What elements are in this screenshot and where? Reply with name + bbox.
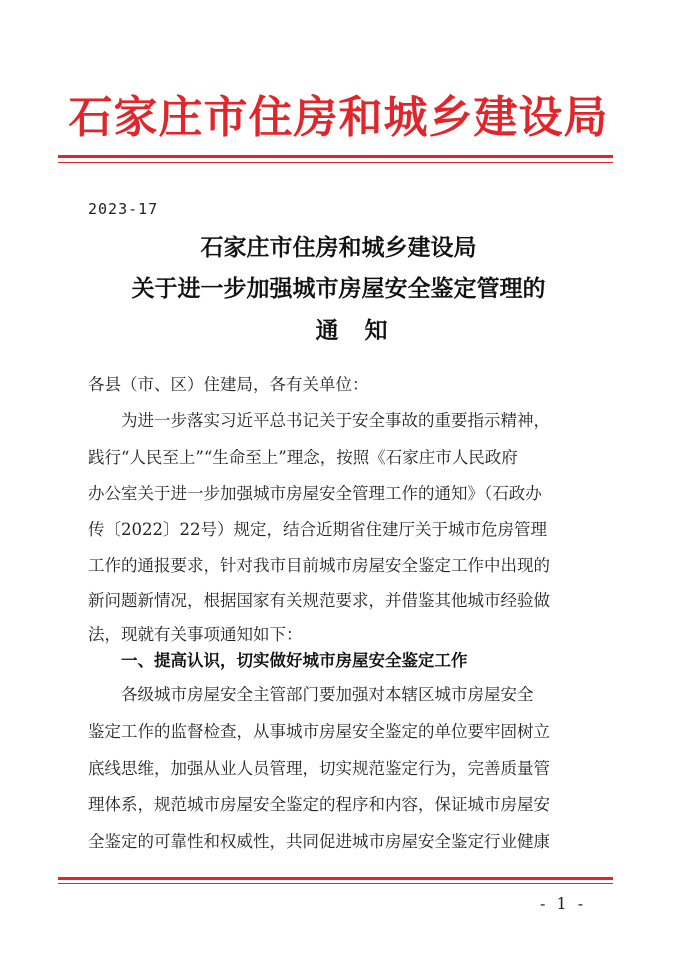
section-1-line: 底线思维，加强从业人员管理，切实规范鉴定行为，完善质量管 bbox=[88, 759, 550, 778]
issuing-authority-header: 石家庄市住房和城乡建设局 bbox=[68, 92, 609, 143]
intro-line: 办公室关于进一步加强城市房屋安全管理工作的通知》（石政办 bbox=[88, 484, 542, 503]
section-heading-1: 一、提高认识，切实做好城市房屋安全鉴定工作 bbox=[121, 651, 468, 670]
intro-line: 为进一步落实习近平总书记关于安全事故的重要指示精神， bbox=[121, 411, 550, 430]
intro-line: 工作的通报要求，针对我市目前城市房屋安全鉴定工作中出现的 bbox=[88, 556, 550, 575]
salutation: 各县（市、区）住建局，各有关单位： bbox=[88, 375, 369, 394]
section-1-line: 各级城市房屋安全主管部门要加强对本辖区城市房屋安全 bbox=[121, 685, 534, 704]
document-number: 2023-17 bbox=[88, 200, 159, 218]
header-red-rule-thick bbox=[58, 155, 613, 158]
notice-title-line-2: 关于进一步加强城市房屋安全鉴定管理的 bbox=[131, 276, 546, 302]
section-1-line: 理体系，规范城市房屋安全鉴定的程序和内容，保证城市房屋安 bbox=[88, 795, 550, 814]
notice-title-line-3: 通知 bbox=[315, 318, 414, 344]
intro-line: 传〔2022〕22号）规定，结合近期省住建厅关于城市危房管理 bbox=[88, 520, 547, 539]
section-1-line: 全鉴定的可靠性和权威性，共同促进城市房屋安全鉴定行业健康 bbox=[88, 832, 550, 851]
intro-line: 新问题新情况，根据国家有关规范要求，并借鉴其他城市经验做 bbox=[88, 591, 550, 610]
intro-line: 法，现就有关事项通知如下： bbox=[88, 625, 303, 644]
section-1-line: 鉴定工作的监督检查，从事城市房屋安全鉴定的单位要牢固树立 bbox=[88, 722, 550, 741]
footer-red-rule-thick bbox=[58, 877, 613, 880]
footer-red-rule-thin bbox=[58, 883, 613, 884]
page-number: - 1 - bbox=[540, 894, 587, 913]
intro-line: 践行“人民至上”“生命至上”理念，按照《石家庄市人民政府 bbox=[88, 448, 518, 467]
notice-title-line-1: 石家庄市住房和城乡建设局 bbox=[200, 235, 477, 261]
header-red-rule-thin bbox=[58, 162, 613, 163]
